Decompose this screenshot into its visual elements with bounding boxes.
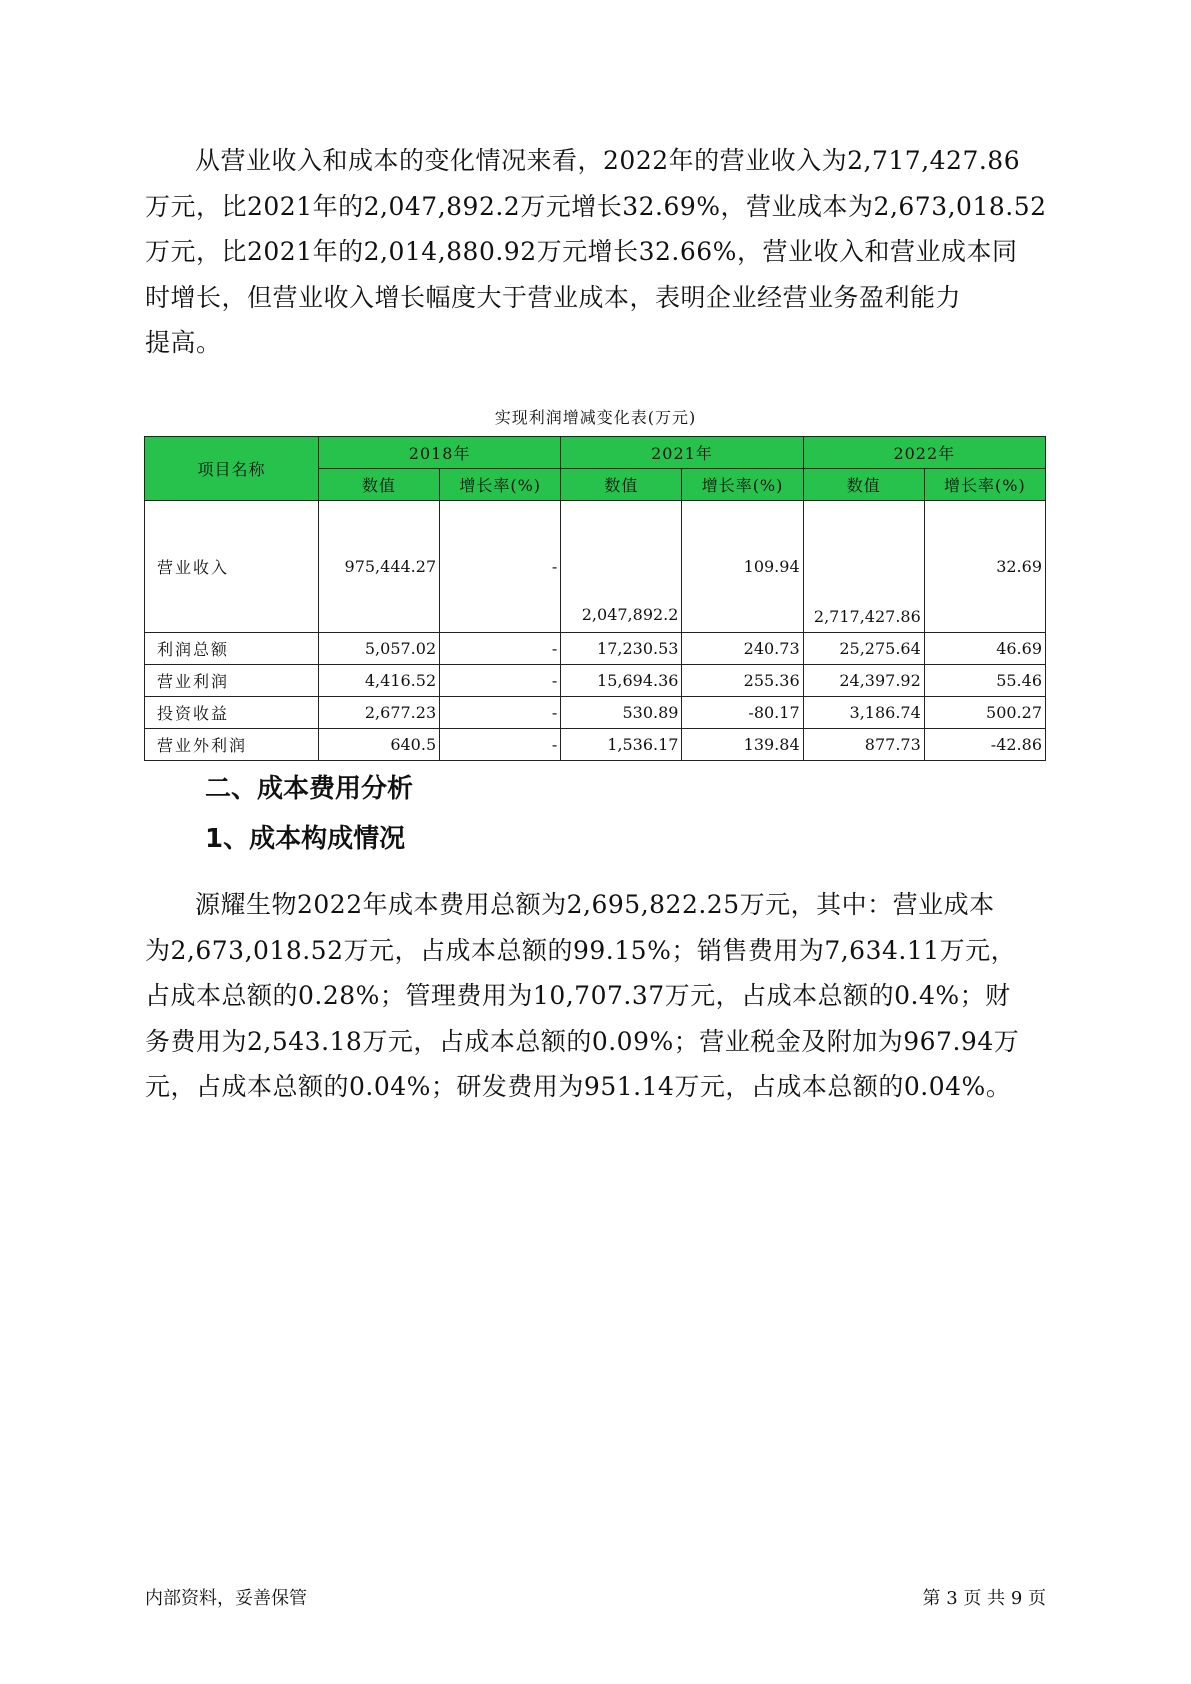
cell-growth-2022: 55.46	[924, 665, 1045, 697]
header-growth: 增长率(%)	[440, 469, 561, 501]
table-caption: 实现利润增减变化表(万元)	[494, 408, 697, 427]
cell-growth-2021: 240.73	[682, 633, 803, 665]
cell-value-2018: 2,677.23	[318, 697, 439, 729]
cost-line: 元，占成本总额的0.04%；研发费用为951.14万元，占成本总额的0.04%。	[145, 1072, 1012, 1101]
table-row	[145, 633, 1046, 665]
row-name: 营业收入	[145, 501, 319, 633]
table-row	[145, 697, 1046, 729]
row-name: 营业利润	[145, 665, 319, 697]
section-heading: 二、成本费用分析	[205, 774, 414, 804]
cell-growth-2022: -42.86	[924, 729, 1045, 761]
cost-paragraph	[145, 882, 1045, 1110]
profit-change-table	[144, 436, 1046, 761]
cell-growth-2018: -	[440, 633, 561, 665]
row-name: 投资收益	[145, 697, 319, 729]
cell-growth-2021: 139.84	[682, 729, 803, 761]
cell-growth-2018: -	[440, 665, 561, 697]
cell-value-2018: 975,444.27	[318, 501, 439, 633]
cell-value-2022: 25,275.64	[803, 633, 924, 665]
header-year-2021: 2021年	[561, 437, 803, 469]
table-row	[145, 501, 1046, 633]
cost-line: 务费用为2,543.18万元，占成本总额的0.09%；营业税金及附加为967.94万	[145, 1026, 1020, 1056]
header-value: 数值	[803, 469, 924, 501]
header-year-2022: 2022年	[803, 437, 1045, 469]
cell-growth-2021: 109.94	[682, 501, 803, 633]
intro-line: 万元，比2021年的2,014,880.92万元增长32.66%，营业收入和营业成本同	[145, 237, 1018, 266]
footer-page-number: 第 3 页 共 9 页	[922, 1588, 1046, 1609]
cell-growth-2022: 46.69	[924, 633, 1045, 665]
header-value: 数值	[561, 469, 682, 501]
intro-line: 万元，比2021年的2,047,892.2万元增长32.69%，营业成本为2,673,018.52	[145, 191, 1047, 221]
cell-value-2018: 5,057.02	[318, 633, 439, 665]
cell-growth-2018: -	[440, 697, 561, 729]
header-year-2018: 2018年	[318, 437, 560, 469]
header-growth: 增长率(%)	[924, 469, 1045, 501]
row-name: 利润总额	[145, 633, 319, 665]
cell-growth-2018: -	[440, 729, 561, 761]
intro-line: 提高。	[145, 328, 222, 357]
cell-value-2022: 2,717,427.86	[803, 501, 924, 633]
cell-value-2021: 2,047,892.2	[561, 501, 682, 633]
cost-line: 源耀生物2022年成本费用总额为2,695,822.25万元，其中：营业成本	[195, 890, 995, 919]
footer-confidential-note: 内部资料，妥善保管	[145, 1588, 307, 1609]
table-row	[145, 729, 1046, 761]
intro-line: 从营业收入和成本的变化情况来看，2022年的营业收入为2,717,427.86	[195, 146, 1021, 175]
cell-value-2021: 1,536.17	[561, 729, 682, 761]
header-growth: 增长率(%)	[682, 469, 803, 501]
header-value: 数值	[318, 469, 439, 501]
intro-line: 时增长，但营业收入增长幅度大于营业成本，表明企业经营业务盈利能力	[145, 282, 962, 312]
cell-value-2022: 3,186.74	[803, 697, 924, 729]
cell-growth-2021: -80.17	[682, 697, 803, 729]
intro-paragraph	[145, 138, 1045, 366]
header-item-name: 项目名称	[145, 437, 319, 501]
cell-value-2018: 640.5	[318, 729, 439, 761]
row-name: 营业外利润	[145, 729, 319, 761]
cell-growth-2018: -	[440, 501, 561, 633]
cell-value-2021: 15,694.36	[561, 665, 682, 697]
cell-growth-2021: 255.36	[682, 665, 803, 697]
cell-growth-2022: 500.27	[924, 697, 1045, 729]
cell-value-2022: 24,397.92	[803, 665, 924, 697]
subsection-heading: 1、成本构成情况	[205, 824, 406, 854]
cell-value-2018: 4,416.52	[318, 665, 439, 697]
table-row	[145, 665, 1046, 697]
cost-line: 占成本总额的0.28%；管理费用为10,707.37万元，占成本总额的0.4%；财	[145, 981, 1011, 1010]
cell-value-2021: 530.89	[561, 697, 682, 729]
cost-line: 为2,673,018.52万元，占成本总额的99.15%；销售费用为7,634.11万元，	[145, 935, 1017, 965]
cell-growth-2022: 32.69	[924, 501, 1045, 633]
cell-value-2022: 877.73	[803, 729, 924, 761]
cell-value-2021: 17,230.53	[561, 633, 682, 665]
